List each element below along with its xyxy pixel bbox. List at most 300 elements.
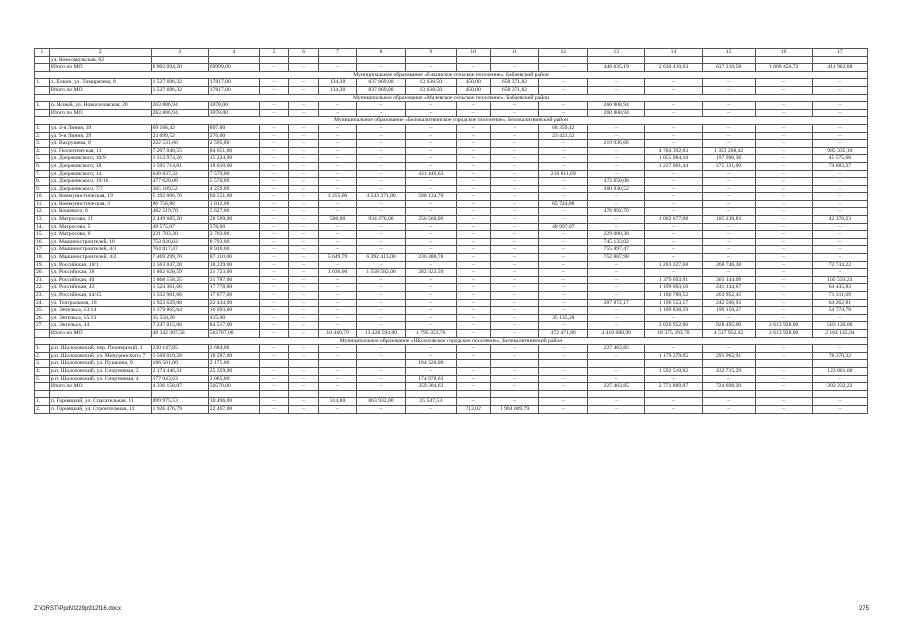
- table-row: [35, 140, 868, 148]
- row-number: 1.: [35, 102, 50, 110]
- value-cell: –: [259, 140, 289, 148]
- value-cell: 2 630 410,63: [645, 64, 702, 72]
- address-cell: ул. Машиностроителей, 4/2: [49, 254, 151, 262]
- value-cell: –: [318, 124, 356, 132]
- value-cell: 1 923 629,08: [151, 299, 208, 307]
- value-cell: –: [289, 193, 319, 201]
- value-cell: –: [588, 216, 645, 224]
- value-cell: –: [539, 307, 588, 315]
- value-cell: [259, 360, 289, 368]
- value-cell: –: [405, 405, 456, 413]
- value-cell: 476 892,70: [588, 208, 645, 216]
- value-cell: –: [405, 223, 456, 231]
- value-cell: 2 703,00: [208, 231, 259, 239]
- value-cell: 263 886,94: [151, 102, 208, 110]
- value-cell: –: [357, 383, 406, 391]
- value-cell: –: [588, 170, 645, 178]
- value-cell: 10 440,79: [318, 329, 356, 337]
- value-cell: –: [645, 269, 702, 277]
- value-cell: –: [702, 86, 755, 94]
- value-cell: –: [588, 155, 645, 163]
- value-cell: 588 134,70: [405, 193, 456, 201]
- value-cell: –: [259, 246, 289, 254]
- value-cell: –: [702, 314, 755, 322]
- value-cell: –: [357, 322, 406, 330]
- value-cell: 7 469 299,76: [151, 254, 208, 262]
- value-cell: –: [357, 276, 406, 284]
- value-cell: –: [357, 405, 406, 413]
- value-cell: [490, 360, 539, 368]
- value-cell: 2 613 928,00: [755, 329, 812, 337]
- address-cell: ул. Геологическая, 11: [49, 147, 151, 155]
- value-cell: –: [357, 124, 406, 132]
- value-cell: 186 501,00: [151, 360, 208, 368]
- value-cell: 28 569,00: [208, 216, 259, 224]
- row-number: [35, 109, 50, 117]
- value-cell: [318, 360, 356, 368]
- value-cell: [289, 56, 319, 64]
- column-number: 17: [812, 49, 867, 57]
- value-cell: 23 423,52: [539, 132, 588, 140]
- value-cell: –: [289, 398, 319, 406]
- value-cell: –: [259, 124, 289, 132]
- value-cell: 16 093,00: [208, 307, 259, 315]
- value-cell: –: [259, 383, 289, 391]
- table-row: [35, 238, 868, 246]
- value-cell: –: [289, 292, 319, 300]
- value-cell: 219 936,66: [588, 140, 645, 148]
- table-row: [35, 314, 868, 322]
- value-cell: 807,00: [208, 124, 259, 132]
- value-cell: [755, 360, 812, 368]
- table-row: [35, 261, 868, 269]
- value-cell: –: [259, 238, 289, 246]
- value-cell: –: [456, 155, 490, 163]
- value-cell: –: [289, 147, 319, 155]
- value-cell: –: [318, 140, 356, 148]
- value-cell: –: [645, 170, 702, 178]
- value-cell: –: [357, 307, 406, 315]
- value-cell: –: [490, 238, 539, 246]
- value-cell: [151, 56, 208, 64]
- value-cell: 13 428 594,00: [357, 329, 406, 337]
- value-cell: –: [456, 276, 490, 284]
- value-cell: –: [259, 269, 289, 277]
- value-cell: [812, 360, 867, 368]
- value-cell: –: [289, 322, 319, 330]
- value-cell: –: [259, 345, 289, 353]
- capital-repair-table: [34, 48, 868, 414]
- table-row: [35, 185, 868, 193]
- value-cell: [645, 56, 702, 64]
- address-cell: ул. Российская, 42: [49, 284, 151, 292]
- value-cell: –: [539, 231, 588, 239]
- value-cell: 1 313 974,26: [151, 155, 208, 163]
- value-cell: –: [259, 155, 289, 163]
- value-cell: –: [490, 109, 539, 117]
- value-cell: 431 446,63: [405, 170, 456, 178]
- value-cell: –: [318, 147, 356, 155]
- value-cell: –: [405, 314, 456, 322]
- value-cell: –: [645, 238, 702, 246]
- value-cell: –: [755, 200, 812, 208]
- value-cell: –: [490, 322, 539, 330]
- address-cell: ул. Энгельса, 13/14: [49, 307, 151, 315]
- value-cell: –: [259, 307, 289, 315]
- value-cell: –: [490, 64, 539, 72]
- value-cell: 229 080,30: [588, 231, 645, 239]
- table-row: [35, 200, 868, 208]
- value-cell: –: [289, 178, 319, 186]
- section-title: Муниципальное образование «Белокалитвинское городское поселение», Белокалитвинский район: [35, 117, 868, 125]
- value-cell: –: [357, 261, 406, 269]
- address-cell: р.п. Шолоховский, ул. Спортивная, 4: [49, 375, 151, 383]
- value-cell: –: [318, 307, 356, 315]
- row-number: 7.: [35, 170, 50, 178]
- value-cell: –: [539, 185, 588, 193]
- value-cell: –: [539, 140, 588, 148]
- table-row: [35, 292, 868, 300]
- value-cell: –: [259, 79, 289, 87]
- value-cell: –: [490, 147, 539, 155]
- address-cell: ул. Матросова, 5: [49, 223, 151, 231]
- value-cell: 231 783,30: [151, 231, 208, 239]
- value-cell: [405, 56, 456, 64]
- value-cell: [645, 360, 702, 368]
- value-cell: 1 180 780,52: [645, 292, 702, 300]
- value-cell: –: [456, 185, 490, 193]
- value-cell: 1 568 019,28: [151, 352, 208, 360]
- value-cell: [289, 390, 319, 398]
- value-cell: –: [456, 64, 490, 72]
- value-cell: 4 517 952,42: [702, 329, 755, 337]
- value-cell: –: [357, 140, 406, 148]
- value-cell: 6 002 094,20: [151, 64, 208, 72]
- table-row: [35, 208, 868, 216]
- address-cell: ул. 9-я Линия, 29: [49, 132, 151, 140]
- address-cell: ул. Дзержинского, 18: [49, 162, 151, 170]
- row-number: 25.: [35, 307, 50, 315]
- value-cell: –: [456, 231, 490, 239]
- address-cell: Итого по МО: [49, 383, 151, 391]
- value-cell: –: [289, 329, 319, 337]
- value-cell: 71 311,69: [812, 292, 867, 300]
- row-number: 4.: [35, 147, 50, 155]
- value-cell: –: [456, 314, 490, 322]
- address-cell: р.п. Шолоховский, ул. Спортивная, 2: [49, 367, 151, 375]
- table-row: [35, 155, 868, 163]
- value-cell: –: [259, 132, 289, 140]
- value-cell: 1 558 582,00: [357, 269, 406, 277]
- value-cell: [645, 390, 702, 398]
- value-cell: 472 050,08: [588, 178, 645, 186]
- value-cell: –: [289, 238, 319, 246]
- value-cell: –: [755, 238, 812, 246]
- value-cell: –: [702, 193, 755, 201]
- column-number: 1: [35, 49, 50, 57]
- value-cell: –: [456, 254, 490, 262]
- value-cell: 1 527 696,32: [151, 79, 208, 87]
- value-cell: 210 811,69: [539, 170, 588, 178]
- value-cell: –: [405, 64, 456, 72]
- value-cell: –: [539, 254, 588, 262]
- value-cell: –: [645, 345, 702, 353]
- value-cell: –: [289, 299, 319, 307]
- value-cell: –: [702, 178, 755, 186]
- value-cell: –: [456, 216, 490, 224]
- value-cell: –: [259, 200, 289, 208]
- section-header-row: [35, 337, 868, 345]
- value-cell: 1 527 696,32: [151, 86, 208, 94]
- column-number: 5: [259, 49, 289, 57]
- value-cell: –: [357, 200, 406, 208]
- value-cell: –: [289, 307, 319, 315]
- value-cell: 87 110,00: [208, 254, 259, 262]
- table-row: [35, 307, 868, 315]
- table-row: [35, 124, 868, 132]
- value-cell: –: [812, 109, 867, 117]
- value-cell: –: [318, 383, 356, 391]
- value-cell: –: [490, 246, 539, 254]
- value-cell: –: [259, 329, 289, 337]
- value-cell: –: [456, 269, 490, 277]
- value-cell: –: [490, 193, 539, 201]
- value-cell: 446 035,19: [588, 64, 645, 72]
- value-cell: –: [812, 314, 867, 322]
- table-row: [35, 405, 868, 413]
- value-cell: –: [812, 223, 867, 231]
- value-cell: –: [405, 162, 456, 170]
- value-cell: –: [588, 261, 645, 269]
- value-cell: –: [456, 109, 490, 117]
- value-cell: –: [755, 254, 812, 262]
- value-cell: –: [645, 140, 702, 148]
- address-cell: ул. Дзержинского, 10/9: [49, 155, 151, 163]
- value-cell: 2 771 889,07: [645, 383, 702, 391]
- value-cell: –: [645, 132, 702, 140]
- value-cell: 359 304,63: [405, 383, 456, 391]
- column-number: 2: [49, 49, 151, 57]
- value-cell: [357, 360, 406, 368]
- value-cell: 2 065,00: [208, 375, 259, 383]
- value-cell: 1 592 510,02: [645, 367, 702, 375]
- row-number: 15.: [35, 231, 50, 239]
- value-cell: –: [357, 375, 406, 383]
- value-cell: 13 638,50: [405, 79, 456, 87]
- value-cell: [318, 56, 356, 64]
- value-cell: –: [588, 367, 645, 375]
- value-cell: –: [702, 102, 755, 110]
- value-cell: –: [588, 314, 645, 322]
- value-cell: –: [490, 124, 539, 132]
- value-cell: 7 247 015,00: [151, 322, 208, 330]
- row-number: 3.: [35, 360, 50, 368]
- value-cell: –: [405, 299, 456, 307]
- row-number: [35, 390, 50, 398]
- value-cell: –: [702, 223, 755, 231]
- value-cell: –: [755, 178, 812, 186]
- value-cell: 69 166,42: [151, 124, 208, 132]
- value-cell: –: [405, 261, 456, 269]
- value-cell: –: [456, 292, 490, 300]
- value-cell: –: [755, 170, 812, 178]
- value-cell: –: [539, 178, 588, 186]
- address-cell: ул. Энгельса, 15/13: [49, 314, 151, 322]
- column-number: 13: [588, 49, 645, 57]
- address-cell: ул. Коммунистическая, 19: [49, 193, 151, 201]
- value-cell: –: [490, 208, 539, 216]
- value-cell: 500,00: [318, 216, 356, 224]
- value-cell: [702, 360, 755, 368]
- value-cell: 1 379 865,64: [151, 307, 208, 315]
- value-cell: 1 524 361,66: [151, 284, 208, 292]
- value-cell: 752 887,98: [588, 254, 645, 262]
- value-cell: –: [259, 170, 289, 178]
- value-cell: [357, 390, 406, 398]
- value-cell: 1 196 553,17: [645, 299, 702, 307]
- value-cell: –: [812, 398, 867, 406]
- row-number: 3.: [35, 140, 50, 148]
- value-cell: [208, 390, 259, 398]
- value-cell: –: [812, 269, 867, 277]
- value-cell: 899 975,53: [151, 398, 208, 406]
- value-cell: –: [702, 208, 755, 216]
- row-number: 24.: [35, 299, 50, 307]
- value-cell: –: [289, 64, 319, 72]
- value-cell: –: [702, 231, 755, 239]
- value-cell: –: [588, 405, 645, 413]
- value-cell: –: [490, 140, 539, 148]
- row-number: 9.: [35, 185, 50, 193]
- table-row: [35, 56, 868, 64]
- value-cell: 17 778,00: [208, 284, 259, 292]
- value-cell: –: [755, 193, 812, 201]
- value-cell: –: [405, 352, 456, 360]
- value-cell: 256 560,06: [405, 216, 456, 224]
- value-cell: –: [405, 185, 456, 193]
- column-number: 11: [490, 49, 539, 57]
- value-cell: 25 547,53: [405, 398, 456, 406]
- table-row: [35, 147, 868, 155]
- value-cell: –: [645, 109, 702, 117]
- column-number: 4: [208, 49, 259, 57]
- value-cell: 3078,00: [208, 109, 259, 117]
- value-cell: –: [405, 140, 456, 148]
- value-cell: –: [405, 102, 456, 110]
- value-cell: 712,02: [456, 405, 490, 413]
- value-cell: [812, 390, 867, 398]
- value-cell: –: [539, 352, 588, 360]
- address-cell: ул. Коммунистическая, 3: [49, 200, 151, 208]
- value-cell: 724 698,20: [702, 383, 755, 391]
- value-cell: 18 287,00: [208, 352, 259, 360]
- value-cell: –: [259, 64, 289, 72]
- value-cell: –: [755, 223, 812, 231]
- value-cell: –: [318, 405, 356, 413]
- table-row: [35, 299, 868, 307]
- value-cell: –: [289, 254, 319, 262]
- address-cell: ул. Вахрушева, 8: [49, 140, 151, 148]
- value-cell: –: [812, 345, 867, 353]
- value-cell: –: [539, 367, 588, 375]
- value-cell: 934 276,00: [357, 216, 406, 224]
- value-cell: –: [259, 292, 289, 300]
- value-cell: 314,80: [318, 398, 356, 406]
- value-cell: –: [539, 86, 588, 94]
- value-cell: 17817,00: [208, 79, 259, 87]
- value-cell: –: [318, 284, 356, 292]
- address-cell: ул. Машиностроителей, 18: [49, 238, 151, 246]
- row-number: 12.: [35, 208, 50, 216]
- value-cell: –: [405, 345, 456, 353]
- value-cell: 291 962,91: [702, 352, 755, 360]
- value-cell: –: [645, 185, 702, 193]
- value-cell: –: [755, 102, 812, 110]
- value-cell: 472 471,86: [539, 329, 588, 337]
- value-cell: –: [318, 223, 356, 231]
- value-cell: –: [539, 109, 588, 117]
- value-cell: 23 699,52: [151, 132, 208, 140]
- address-cell: ул. Российская, 40: [49, 276, 151, 284]
- value-cell: –: [812, 200, 867, 208]
- table-row: [35, 178, 868, 186]
- value-cell: 227 463,85: [588, 345, 645, 353]
- value-cell: [755, 390, 812, 398]
- value-cell: 35 550,28: [151, 314, 208, 322]
- value-cell: 18 229,00: [208, 261, 259, 269]
- value-cell: –: [456, 261, 490, 269]
- value-cell: –: [645, 79, 702, 87]
- value-cell: –: [490, 367, 539, 375]
- value-cell: –: [755, 284, 812, 292]
- value-cell: –: [456, 200, 490, 208]
- value-cell: 928 495,00: [702, 322, 755, 330]
- address-cell: Итого по МО: [49, 329, 151, 337]
- value-cell: –: [318, 352, 356, 360]
- value-cell: 35 135,28: [539, 314, 588, 322]
- value-cell: –: [702, 109, 755, 117]
- value-cell: –: [456, 193, 490, 201]
- value-cell: –: [755, 345, 812, 353]
- value-cell: –: [702, 238, 755, 246]
- value-cell: –: [645, 102, 702, 110]
- value-cell: –: [318, 231, 356, 239]
- section-title: Муниципальное образование «Шолоховское городское поселение», Белокалитвинский район: [35, 337, 868, 345]
- value-cell: –: [645, 314, 702, 322]
- value-cell: –: [318, 185, 356, 193]
- value-cell: –: [588, 200, 645, 208]
- row-number: 5.: [35, 375, 50, 383]
- column-number: 14: [645, 49, 702, 57]
- value-cell: 745 133,02: [588, 238, 645, 246]
- column-number: 6: [289, 49, 319, 57]
- value-cell: –: [539, 193, 588, 201]
- value-cell: –: [490, 292, 539, 300]
- value-cell: 658 371,82: [490, 86, 539, 94]
- value-cell: 2 595,00: [208, 140, 259, 148]
- value-cell: –: [259, 367, 289, 375]
- address-cell: ул. Матросова, 11: [49, 216, 151, 224]
- value-cell: 6 392 413,00: [357, 254, 406, 262]
- value-cell: 230 147,85: [151, 345, 208, 353]
- value-cell: 123 861,00: [812, 367, 867, 375]
- value-cell: 260 808,94: [588, 102, 645, 110]
- value-cell: –: [490, 398, 539, 406]
- value-cell: –: [456, 140, 490, 148]
- value-cell: 197 990,38: [702, 155, 755, 163]
- value-cell: 184 326,00: [405, 360, 456, 368]
- value-cell: 583 120,00: [812, 322, 867, 330]
